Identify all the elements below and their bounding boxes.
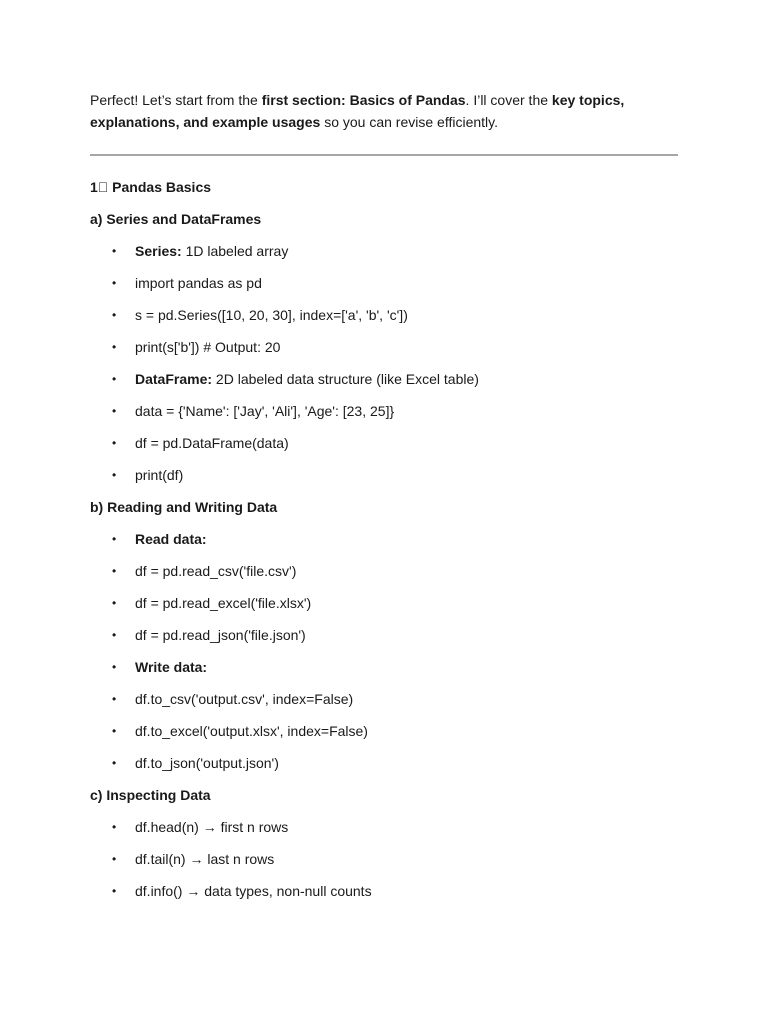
list-item-text: df = pd.read_excel('file.xlsx') bbox=[135, 595, 312, 611]
list-item-text: df.head(n) → first n rows bbox=[135, 819, 289, 835]
subsection-list-c bbox=[90, 817, 678, 901]
bullet-icon: • bbox=[112, 628, 117, 642]
list-item-text: df.to_excel('output.xlsx', index=False) bbox=[135, 723, 368, 739]
list-item-label: DataFrame: bbox=[135, 371, 213, 387]
list-item-label: Read data: bbox=[135, 531, 207, 547]
bullet-icon: • bbox=[112, 756, 117, 770]
subsection-list-a bbox=[90, 241, 678, 485]
list-item bbox=[90, 881, 678, 901]
subsection-list-b bbox=[90, 529, 678, 773]
list-item-label: Series: bbox=[135, 243, 182, 259]
list-item-text: df.tail(n) → last n rows bbox=[135, 851, 275, 867]
intro-text-3: so you can revise efficiently. bbox=[320, 114, 498, 130]
list-item-text: df.to_json('output.json') bbox=[135, 755, 279, 771]
list-item-text: s = pd.Series([10, 20, 30], index=['a', 'b', 'c']) bbox=[135, 307, 408, 323]
intro-bold-section: first section: Basics of Pandas bbox=[261, 92, 466, 108]
list-item bbox=[90, 849, 678, 869]
list-item-text: 2D labeled data structure (like Excel table) bbox=[212, 371, 479, 387]
horizontal-divider bbox=[90, 154, 678, 156]
bullet-icon: • bbox=[112, 692, 117, 706]
list-item-text: df = pd.read_csv('file.csv') bbox=[135, 563, 297, 579]
list-item-text: df = pd.read_json('file.json') bbox=[135, 627, 306, 643]
bullet-icon: • bbox=[112, 724, 117, 738]
list-item bbox=[90, 401, 678, 421]
list-item-label: Write data: bbox=[135, 659, 208, 675]
list-item bbox=[90, 369, 678, 389]
bullet-icon: • bbox=[112, 884, 117, 898]
bullet-icon: • bbox=[112, 564, 117, 578]
bullet-icon: • bbox=[112, 436, 117, 450]
list-item bbox=[90, 337, 678, 357]
bullet-icon: • bbox=[112, 244, 117, 258]
list-item bbox=[90, 433, 678, 453]
list-item-text: df.info() → data types, non-null counts bbox=[135, 883, 372, 899]
list-item bbox=[90, 625, 678, 645]
list-item bbox=[90, 305, 678, 325]
subsection-title-c: c) Inspecting Data bbox=[90, 787, 211, 803]
list-item bbox=[90, 657, 678, 677]
intro-text-2: . I’ll cover the bbox=[465, 92, 552, 108]
list-item bbox=[90, 529, 678, 549]
list-item-text: data = {'Name': ['Jay', 'Ali'], 'Age': [23, 25]} bbox=[135, 403, 395, 419]
list-item-text: print(s['b']) # Output: 20 bbox=[135, 339, 281, 355]
list-item bbox=[90, 561, 678, 581]
bullet-icon: • bbox=[112, 308, 117, 322]
list-item-text: 1D labeled array bbox=[181, 243, 289, 259]
list-item-text: print(df) bbox=[135, 467, 184, 483]
bullet-icon: • bbox=[112, 532, 117, 546]
list-item-text: import pandas as pd bbox=[135, 275, 262, 291]
list-item-text: df.to_csv('output.csv', index=False) bbox=[135, 691, 354, 707]
list-item bbox=[90, 817, 678, 837]
list-item bbox=[90, 689, 678, 709]
bullet-icon: • bbox=[112, 276, 117, 290]
document-page bbox=[90, 89, 678, 901]
bullet-icon: • bbox=[112, 372, 117, 386]
intro-bold-topics: key topics, explanations, and example usages bbox=[90, 92, 625, 130]
bullet-icon: • bbox=[112, 468, 117, 482]
list-item bbox=[90, 273, 678, 293]
bullet-icon: • bbox=[112, 660, 117, 674]
list-item bbox=[90, 753, 678, 773]
list-item-text: df = pd.DataFrame(data) bbox=[135, 435, 289, 451]
list-item bbox=[90, 241, 678, 261]
section-title: 1⃣ Pandas Basics bbox=[90, 179, 212, 195]
list-item bbox=[90, 721, 678, 741]
intro-text-1: Perfect! Let’s start from the bbox=[90, 92, 262, 108]
bullet-icon: • bbox=[112, 404, 117, 418]
intro-paragraph bbox=[90, 89, 678, 133]
subsection-title-b: b) Reading and Writing Data bbox=[90, 499, 278, 515]
bullet-icon: • bbox=[112, 340, 117, 354]
list-item bbox=[90, 593, 678, 613]
list-item bbox=[90, 465, 678, 485]
bullet-icon: • bbox=[112, 820, 117, 834]
subsection-title-a: a) Series and DataFrames bbox=[90, 211, 262, 227]
bullet-icon: • bbox=[112, 852, 117, 866]
bullet-icon: • bbox=[112, 596, 117, 610]
